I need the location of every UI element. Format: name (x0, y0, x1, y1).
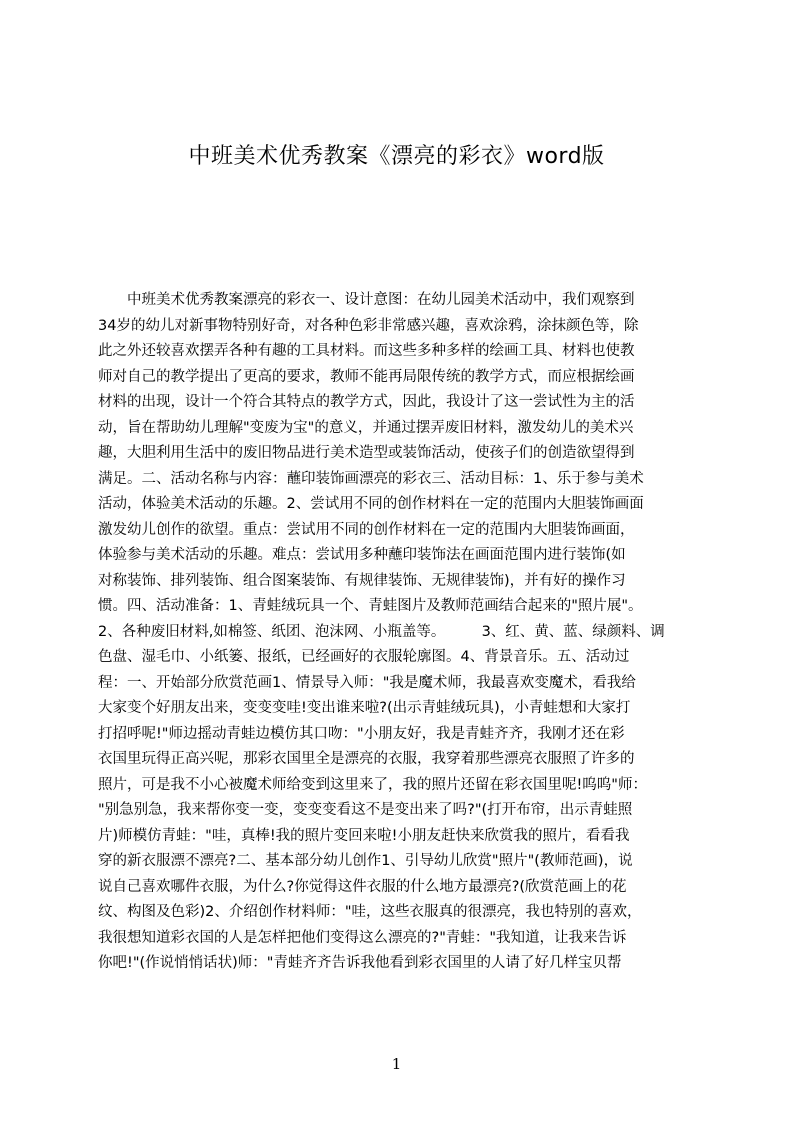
body-text-line: 满足。二、活动名称与内容：蘸印装饰画漂亮的彩衣三、活动目标：1、乐于参与美术 (98, 470, 644, 487)
body-text-line: 我很想知道彩衣国的人是怎样把他们变得这么漂亮的?"青蛙："我知道，让我来告诉 (98, 929, 627, 946)
body-text-line: 你吧!"(作说悄悄话状)师："青蛙齐齐告诉我他看到彩衣国里的人请了好几样宝贝帮 (98, 955, 622, 971)
body-text-line: 衣国里玩得正高兴呢，那彩衣国里全是漂亮的衣服，我穿着那些漂亮衣服照了许多的 (98, 751, 635, 767)
body-text-line: 动，旨在帮助幼儿理解"变废为宝"的意义，并通过摆弄废旧材料，激发幼儿的美术兴 (98, 419, 634, 436)
body-text-line: 材料的出现，设计一个符合其特点的教学方式，因此，我设计了这一尝试性为主的活 (98, 394, 635, 410)
body-text-line: 穿的新衣服漂不漂亮?二、基本部分幼儿创作1、引导幼儿欣赏"照片"(教师范画)，说 (98, 853, 633, 869)
body-text-line: "别急别急，我来帮你变一变，变变变看这不是变出来了吗?"(打开布帘，出示青蛙照 (98, 802, 633, 818)
body-text-line: 照片，可是我不小心被魔术师给变到这里来了，我的照片还留在彩衣国里呢!呜呜"师： (98, 776, 647, 793)
body-text-line: 此之外还较喜欢摆弄各种有趣的工具材料。而这些多种多样的绘画工具、材料也使教 (98, 343, 635, 359)
body-text-line: 大家变个好朋友出来，变变变哇!变出谁来啦?(出示青蛙绒玩具)，小青蛙想和大家打 (98, 700, 631, 716)
body-text-line: 师对自己的教学提出了更高的要求，教师不能再局限传统的教学方式，而应根据绘画 (98, 368, 635, 385)
body-text-line: 片)师模仿青蛙："哇，真棒!我的照片变回来啦!小朋友赶快来欣赏我的照片，看看我 (98, 827, 630, 844)
body-text-line: 惯。四、活动准备：1、青蛙绒玩具一个、青蛙图片及教师范画结合起来的"照片展"。 (98, 598, 643, 614)
body-text-line: 程：一、开始部分欣赏范画1、情景导入师："我是魔术师，我最喜欢变魔术，看我给 (98, 674, 636, 691)
body-text-line: 活动，体验美术活动的乐趣。2、尝试用不同的创作材料在一定的范围内大胆装饰画面 (98, 496, 644, 512)
body-text-line: 对称装饰、排列装饰、组合图案装饰、有规律装饰、无规律装饰)，并有好的操作习 (98, 572, 626, 589)
body-text-line: 纹、构图及色彩)2、介绍创作材料师："哇，这些衣服真的很漂亮，我也特别的喜欢， (98, 904, 642, 920)
body-text-line: 色盘、湿毛巾、小纸篓、报纸，已经画好的衣服轮廓图。4、背景音乐。五、活动过 (98, 649, 630, 665)
body-text-line: 趣，大胆利用生活中的废旧物品进行美术造型或装饰活动，使孩子们的创造欲望得到 (98, 445, 635, 461)
body-text-line: 2、各种废旧材料,如棉签、纸团、泡沫网、小瓶盖等。 3、红、黄、蓝、绿颜料、调 (98, 623, 665, 640)
body-text-line: 中班美术优秀教案漂亮的彩衣一、设计意图：在幼儿园美术活动中，我们观察到 (98, 292, 635, 308)
body-text-line: 打招呼呢!"师边摇动青蛙边模仿其口吻："小朋友好，我是青蛙齐齐，我刚才还在彩 (98, 725, 625, 742)
body-text-line: 34岁的幼儿对新事物特别好奇，对各种色彩非常感兴趣，喜欢涂鸦，涂抹颜色等，除 (98, 317, 639, 334)
document-body (98, 288, 698, 1028)
body-text-line: 体验参与美术活动的乐趣。难点：尝试用多种蘸印装饰法在画面范围内进行装饰(如 (98, 547, 626, 563)
page-number: 1 (391, 1055, 402, 1073)
body-text-line: 说自己喜欢哪件衣服，为什么?你觉得这件衣服的什么地方最漂亮?(欣赏范画上的花 (98, 878, 627, 895)
page-title: 中班美术优秀教案《漂亮的彩衣》word版 (188, 144, 605, 169)
body-text-line: 激发幼儿创作的欲望。重点：尝试用不同的创作材料在一定的范围内大胆装饰画面， (98, 521, 635, 538)
